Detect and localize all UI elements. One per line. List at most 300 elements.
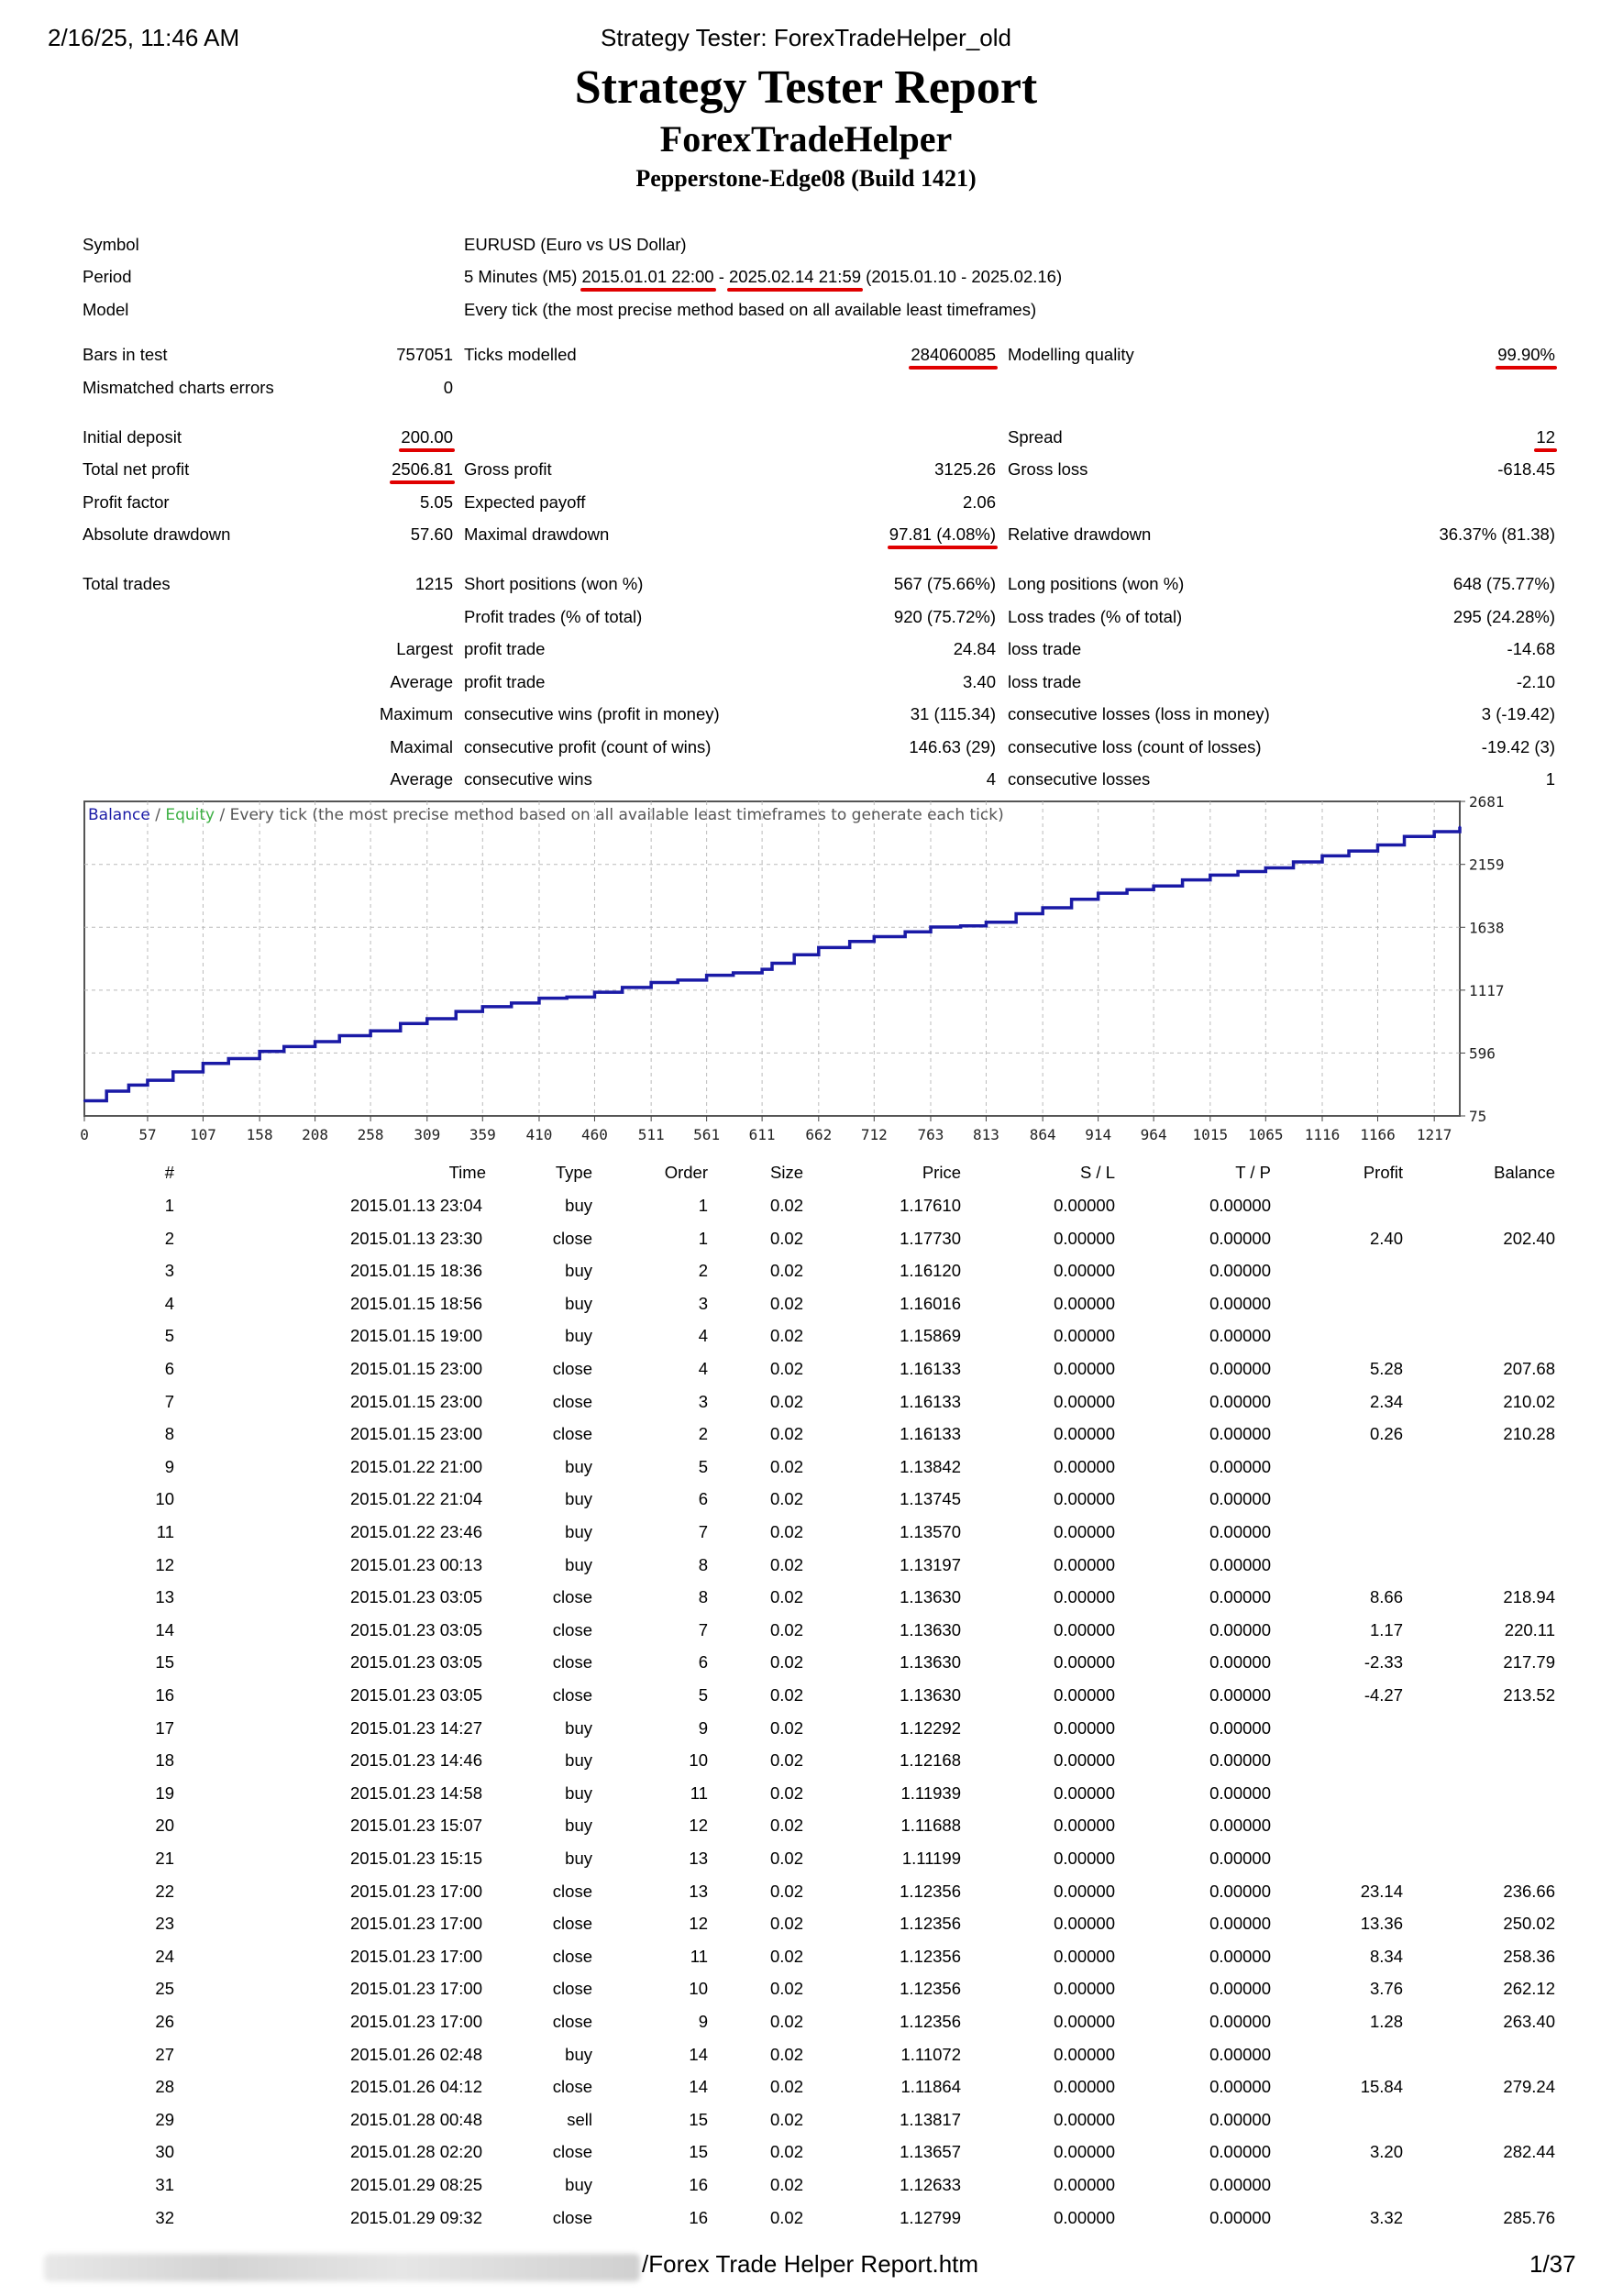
col-size: 0.02 [769, 2175, 803, 2194]
col-balance: 210.02 [1503, 1391, 1555, 1411]
col-tp: 0.00000 [1209, 1783, 1271, 1803]
col-size: 0.02 [769, 1652, 803, 1672]
x-tick-label: 1015 [1192, 1126, 1229, 1143]
header-col-sl: S / L [1079, 1163, 1115, 1182]
col-sl: 0.00000 [1054, 1750, 1115, 1771]
col-price: 1.11864 [900, 2077, 961, 2097]
col-size: 0.02 [769, 1685, 803, 1705]
bars-value: 757051 [396, 345, 453, 364]
col-balance: 282.44 [1503, 2142, 1555, 2162]
netprofit-label: Total net profit [83, 459, 190, 479]
col-sl: 0.00000 [1054, 1391, 1115, 1411]
col-order: 14 [689, 2077, 708, 2097]
col-profit: 1.17 [1369, 1619, 1403, 1639]
col-sl: 0.00000 [1054, 1881, 1115, 1901]
x-tick-label: 914 [1085, 1126, 1112, 1143]
col-type: close [552, 2207, 592, 2227]
absdd-value: 57.60 [410, 524, 453, 544]
balance-point [1153, 885, 1154, 887]
spread-label: Spread [1008, 427, 1063, 447]
print-page-title: Strategy Tester: ForexTradeHelper_old [601, 24, 1011, 51]
col-profit: 3.20 [1369, 2142, 1403, 2162]
maximal-label: Maximal [390, 737, 453, 756]
plot-area [84, 801, 1460, 1116]
trade-row [0, 2175, 1612, 2208]
col-time: 2015.01.28 02:20 [349, 2142, 482, 2162]
balance-point [818, 946, 820, 948]
col-time: 2015.01.15 18:36 [349, 1261, 482, 1281]
largest-loss-label: loss trade [1008, 639, 1082, 658]
col-order: 16 [689, 2175, 708, 2194]
col-tp: 0.00000 [1209, 2175, 1271, 2194]
col-sl: 0.00000 [1054, 1261, 1115, 1281]
col-size: 0.02 [769, 2207, 803, 2227]
col-type: buy [565, 1489, 592, 1509]
col-num: 13 [155, 1587, 174, 1607]
x-tick-label: 864 [1029, 1126, 1056, 1143]
col-order: 3 [698, 1391, 708, 1411]
balance-point [1097, 892, 1099, 894]
col-size: 0.02 [769, 1522, 803, 1541]
col-balance: 220.11 [1504, 1619, 1555, 1639]
trade-row [0, 1196, 1612, 1229]
col-price: 1.13570 [900, 1522, 961, 1541]
x-tick-label: 964 [1140, 1126, 1167, 1143]
trade-row [0, 1261, 1612, 1294]
col-tp: 0.00000 [1209, 1261, 1271, 1281]
col-type: buy [565, 2175, 592, 2194]
col-tp: 0.00000 [1209, 1914, 1271, 1934]
col-type: close [552, 1424, 592, 1444]
col-tp: 0.00000 [1209, 2044, 1271, 2064]
y-tick-label: 2681 [1469, 793, 1505, 811]
col-order: 10 [689, 1979, 708, 1999]
col-sl: 0.00000 [1054, 2044, 1115, 2064]
col-type: close [552, 1685, 592, 1705]
balance-chart [80, 793, 1513, 1154]
col-type: close [552, 1587, 592, 1607]
trade-row [0, 1555, 1612, 1588]
col-type: close [552, 1391, 592, 1411]
balance-point [127, 1084, 129, 1086]
balance-point [873, 935, 875, 937]
deposit-label: Initial deposit [83, 427, 182, 447]
col-price: 1.17610 [900, 1196, 961, 1215]
trade-row [0, 2208, 1612, 2241]
mismatch-value: 0 [443, 378, 453, 397]
col-num: 20 [155, 1816, 174, 1836]
trade-row [0, 1457, 1612, 1490]
col-order: 12 [689, 1914, 708, 1934]
col-tp: 0.00000 [1209, 1228, 1271, 1248]
col-tp: 0.00000 [1209, 1326, 1271, 1346]
col-order: 16 [689, 2207, 708, 2227]
payoff-label: Expected payoff [464, 492, 586, 512]
ltrades-value: 295 (24.28%) [1452, 607, 1555, 626]
col-time: 2015.01.29 08:25 [349, 2175, 482, 2194]
col-profit: 8.66 [1369, 1587, 1403, 1607]
col-type: buy [565, 1456, 592, 1476]
col-size: 0.02 [769, 1424, 803, 1444]
col-order: 9 [698, 1717, 708, 1738]
page-number: 1/37 [1529, 2250, 1576, 2278]
ltrades-label: Loss trades (% of total) [1008, 607, 1183, 626]
x-tick-label: 561 [693, 1126, 721, 1143]
symbol-value: EURUSD (Euro vs US Dollar) [464, 235, 687, 254]
col-sl: 0.00000 [1054, 2077, 1115, 2097]
col-tp: 0.00000 [1209, 1717, 1271, 1738]
col-order: 11 [690, 1783, 708, 1803]
col-price: 1.16133 [900, 1391, 961, 1411]
trade-row [0, 1849, 1612, 1882]
col-sl: 0.00000 [1054, 1554, 1115, 1574]
x-tick-label: 813 [973, 1126, 999, 1143]
period-value [464, 267, 1062, 287]
col-tp: 0.00000 [1209, 1619, 1271, 1639]
balance-point [1126, 889, 1128, 890]
col-type: close [552, 1619, 592, 1639]
col-order: 1 [698, 1196, 708, 1215]
y-tick-label: 1117 [1469, 981, 1505, 999]
col-size: 0.02 [769, 1946, 803, 1966]
average-label: Average [390, 672, 453, 691]
balance-point [771, 962, 773, 964]
legend-sep: / [149, 806, 166, 824]
trade-row [0, 1489, 1612, 1522]
col-profit: 3.32 [1369, 2207, 1403, 2227]
col-size: 0.02 [769, 1717, 803, 1738]
col-type: buy [565, 1326, 592, 1346]
col-time: 2015.01.22 23:46 [349, 1522, 482, 1541]
col-size: 0.02 [769, 1881, 803, 1901]
balance-point [1459, 826, 1461, 828]
ptrades-value: 920 (75.72%) [893, 607, 996, 626]
col-type: buy [565, 2044, 592, 2064]
col-price: 1.13630 [900, 1652, 961, 1672]
maximal-cons-profit-label: consecutive profit (count of wins) [464, 737, 712, 756]
col-order: 6 [698, 1652, 708, 1672]
trades-header-row [0, 1163, 1612, 1196]
col-time: 2015.01.23 17:00 [349, 1914, 482, 1934]
header-col-price: Price [922, 1163, 961, 1182]
col-num: 12 [155, 1554, 174, 1574]
col-sl: 0.00000 [1054, 1196, 1115, 1215]
col-price: 1.13842 [900, 1456, 961, 1476]
col-size: 0.02 [769, 1783, 803, 1803]
col-tp: 0.00000 [1209, 1359, 1271, 1378]
header-col-type: Type [555, 1163, 592, 1182]
header-col-balance: Balance [1494, 1163, 1555, 1182]
underline-deposit [399, 448, 455, 452]
max-cons-wins-label: consecutive wins (profit in money) [464, 704, 720, 723]
balance-point [105, 1090, 107, 1092]
col-price: 1.16133 [900, 1359, 961, 1378]
col-order: 7 [698, 1619, 708, 1639]
x-tick-label: 1166 [1360, 1126, 1396, 1143]
col-order: 4 [698, 1326, 708, 1346]
col-num: 8 [164, 1424, 174, 1444]
balance-point [1376, 844, 1378, 845]
col-num: 9 [164, 1456, 174, 1476]
col-price: 1.13630 [900, 1587, 961, 1607]
underline-period-start [580, 288, 716, 292]
col-order: 8 [698, 1554, 708, 1574]
balance-point [314, 1041, 315, 1043]
col-balance: 210.28 [1503, 1424, 1555, 1444]
col-tp: 0.00000 [1209, 1522, 1271, 1541]
col-type: close [552, 1228, 592, 1248]
col-num: 25 [155, 1979, 174, 1999]
col-size: 0.02 [769, 1359, 803, 1378]
col-tp: 0.00000 [1209, 1424, 1271, 1444]
col-tp: 0.00000 [1209, 1685, 1271, 1705]
balance-point [1070, 899, 1072, 900]
avg-cons-losses-label: consecutive losses [1008, 769, 1151, 789]
pf-label: Profit factor [83, 492, 170, 512]
col-price: 1.12356 [900, 2012, 961, 2031]
trade-row [0, 2142, 1612, 2175]
footer-filename: /Forex Trade Helper Report.htm [642, 2250, 979, 2278]
trade-row [0, 1652, 1612, 1685]
col-num: 3 [164, 1261, 174, 1281]
symbol-label: Symbol [83, 235, 139, 254]
col-type: buy [565, 1554, 592, 1574]
long-value: 648 (75.77%) [1452, 574, 1555, 593]
pf-value: 5.05 [419, 492, 453, 512]
col-num: 5 [164, 1326, 174, 1346]
balance-point [650, 981, 652, 983]
col-order: 13 [689, 1849, 708, 1868]
balance-point [481, 1006, 483, 1008]
col-tp: 0.00000 [1209, 1849, 1271, 1868]
ticks-value: 284060085 [911, 345, 996, 364]
average-profit-label: profit trade [464, 672, 546, 691]
col-sl: 0.00000 [1054, 1816, 1115, 1836]
col-tp: 0.00000 [1209, 1554, 1271, 1574]
balance-point [1181, 878, 1183, 880]
print-timestamp: 2/16/25, 11:46 AM [48, 24, 240, 51]
col-sl: 0.00000 [1054, 1914, 1115, 1934]
average-loss-value: -2.10 [1516, 672, 1555, 691]
col-size: 0.02 [769, 1456, 803, 1476]
col-balance: 250.02 [1503, 1914, 1555, 1934]
col-order: 9 [698, 2012, 708, 2031]
col-time: 2015.01.23 17:00 [349, 2012, 482, 2031]
trade-row [0, 1229, 1612, 1262]
x-tick-label: 158 [246, 1126, 273, 1143]
period-label: Period [83, 267, 132, 286]
bars-label: Bars in test [83, 345, 168, 364]
col-time: 2015.01.23 00:13 [349, 1554, 482, 1574]
col-sl: 0.00000 [1054, 1652, 1115, 1672]
x-tick-label: 359 [469, 1126, 496, 1143]
quality-value: 99.90% [1497, 345, 1555, 364]
col-num: 19 [155, 1783, 174, 1803]
header-col-tp: T / P [1235, 1163, 1271, 1182]
x-tick-label: 1116 [1304, 1126, 1341, 1143]
col-num: 4 [164, 1293, 174, 1313]
max-cons-losses-label: consecutive losses (loss in money) [1008, 704, 1270, 723]
balance-point [732, 972, 734, 974]
avg-cons-losses-value: 1 [1545, 769, 1555, 789]
col-price: 1.11199 [901, 1849, 961, 1868]
col-num: 21 [155, 1849, 174, 1868]
col-time: 2015.01.23 14:46 [349, 1750, 482, 1771]
balance-point [985, 922, 987, 923]
col-time: 2015.01.23 17:00 [349, 1946, 482, 1966]
col-size: 0.02 [769, 2109, 803, 2129]
trade-row [0, 2077, 1612, 2110]
ptrades-label: Profit trades (% of total) [464, 607, 643, 626]
trade-row [0, 1522, 1612, 1555]
col-order: 14 [689, 2044, 708, 2064]
max-cons-wins-value: 31 (115.34) [910, 704, 996, 723]
y-tick-label: 75 [1469, 1108, 1487, 1125]
long-label: Long positions (won %) [1008, 574, 1185, 593]
col-time: 2015.01.23 03:05 [349, 1587, 482, 1607]
col-time: 2015.01.23 03:05 [349, 1652, 482, 1672]
ea-name: ForexTradeHelper [659, 118, 953, 160]
col-order: 8 [698, 1587, 708, 1607]
col-size: 0.02 [769, 1554, 803, 1574]
col-balance: 263.40 [1503, 2012, 1555, 2031]
balance-point [426, 1018, 428, 1020]
trade-row [0, 1587, 1612, 1620]
col-order: 10 [689, 1750, 708, 1771]
balance-point [283, 1045, 285, 1047]
col-sl: 0.00000 [1054, 2175, 1115, 2194]
col-balance: 258.36 [1503, 1946, 1555, 1966]
col-sl: 0.00000 [1054, 1849, 1115, 1868]
col-order: 15 [689, 2109, 708, 2129]
col-price: 1.17730 [900, 1228, 961, 1248]
col-balance: 202.40 [1503, 1228, 1555, 1248]
col-num: 1 [164, 1196, 174, 1215]
col-price: 1.12356 [900, 1946, 961, 1966]
col-size: 0.02 [769, 2012, 803, 2031]
average-cons-label: Average [390, 769, 453, 789]
col-price: 1.12633 [900, 2175, 961, 2194]
col-type: buy [565, 1261, 592, 1281]
col-time: 2015.01.26 04:12 [349, 2077, 482, 2097]
balance-point [1348, 850, 1350, 852]
x-tick-label: 0 [80, 1126, 89, 1143]
trade-row [0, 1359, 1612, 1392]
col-sl: 0.00000 [1054, 2207, 1115, 2227]
col-time: 2015.01.15 23:00 [349, 1391, 482, 1411]
col-price: 1.13630 [900, 1685, 961, 1705]
x-tick-label: 763 [917, 1126, 944, 1143]
col-order: 2 [698, 1261, 708, 1281]
col-balance: 236.66 [1503, 1881, 1555, 1901]
col-order: 5 [698, 1456, 708, 1476]
col-tp: 0.00000 [1209, 1816, 1271, 1836]
maxdd-label: Maximal drawdown [464, 524, 610, 544]
x-tick-label: 107 [189, 1126, 216, 1143]
col-sl: 0.00000 [1054, 1456, 1115, 1476]
col-num: 11 [156, 1522, 174, 1541]
col-profit: 13.36 [1360, 1914, 1403, 1934]
col-type: close [552, 1359, 592, 1378]
balance-point [621, 987, 623, 988]
col-tp: 0.00000 [1209, 1881, 1271, 1901]
col-num: 16 [155, 1685, 174, 1705]
x-tick-label: 1065 [1248, 1126, 1284, 1143]
col-type: buy [565, 1293, 592, 1313]
col-balance: 213.52 [1503, 1685, 1555, 1705]
short-value: 567 (75.66%) [893, 574, 996, 593]
balance-point [904, 931, 906, 933]
col-size: 0.02 [769, 1196, 803, 1215]
max-cons-losses-value: 3 (-19.42) [1481, 704, 1555, 723]
trade-row [0, 1620, 1612, 1653]
grossloss-value: -618.45 [1497, 459, 1555, 479]
col-type: buy [565, 1849, 592, 1868]
spread-value: 12 [1536, 427, 1555, 447]
col-time: 2015.01.29 09:32 [349, 2207, 482, 2227]
maximal-cons-loss-value: -19.42 (3) [1481, 737, 1555, 756]
col-order: 13 [689, 1881, 708, 1901]
underline-net-profit [390, 480, 455, 484]
col-tp: 0.00000 [1209, 1946, 1271, 1966]
balance-point [930, 926, 932, 928]
balance-point [761, 968, 763, 970]
quality-label: Modelling quality [1008, 345, 1134, 364]
col-price: 1.11688 [900, 1816, 961, 1836]
x-tick-label: 611 [748, 1126, 776, 1143]
col-time: 2015.01.23 17:00 [349, 1979, 482, 1999]
col-price: 1.12356 [900, 1881, 961, 1901]
col-profit: 3.76 [1369, 1979, 1403, 1999]
col-num: 23 [155, 1914, 174, 1934]
col-sl: 0.00000 [1054, 1293, 1115, 1313]
trade-row [0, 2045, 1612, 2078]
grossprofit-value: 3125.26 [934, 459, 996, 479]
balance-point [400, 1022, 402, 1024]
balance-point [147, 1079, 149, 1081]
balance-point [1264, 867, 1266, 868]
col-order: 4 [698, 1359, 708, 1378]
col-type: buy [565, 1522, 592, 1541]
col-tp: 0.00000 [1209, 1391, 1271, 1411]
col-sl: 0.00000 [1054, 1489, 1115, 1509]
header-col-size: Size [770, 1163, 803, 1182]
x-tick-label: 511 [637, 1126, 665, 1143]
col-size: 0.02 [769, 1587, 803, 1607]
col-price: 1.13817 [900, 2109, 961, 2129]
col-type: buy [565, 1717, 592, 1738]
largest-loss-value: -14.68 [1507, 639, 1555, 658]
grossprofit-label: Gross profit [464, 459, 552, 479]
balance-point [338, 1034, 340, 1036]
col-num: 14 [155, 1619, 174, 1639]
col-sl: 0.00000 [1054, 1587, 1115, 1607]
col-tp: 0.00000 [1209, 1293, 1271, 1313]
col-num: 6 [164, 1359, 174, 1378]
col-price: 1.11072 [900, 2044, 961, 2064]
col-tp: 0.00000 [1209, 2142, 1271, 2162]
col-order: 6 [698, 1489, 708, 1509]
col-sl: 0.00000 [1054, 2109, 1115, 2129]
trade-row [0, 1979, 1612, 2012]
balance-point [1042, 907, 1043, 909]
x-tick-label: 57 [138, 1126, 157, 1143]
col-num: 7 [164, 1391, 174, 1411]
col-type: buy [565, 1750, 592, 1771]
col-type: close [552, 2077, 592, 2097]
col-tp: 0.00000 [1209, 1587, 1271, 1607]
col-time: 2015.01.23 14:58 [349, 1783, 482, 1803]
